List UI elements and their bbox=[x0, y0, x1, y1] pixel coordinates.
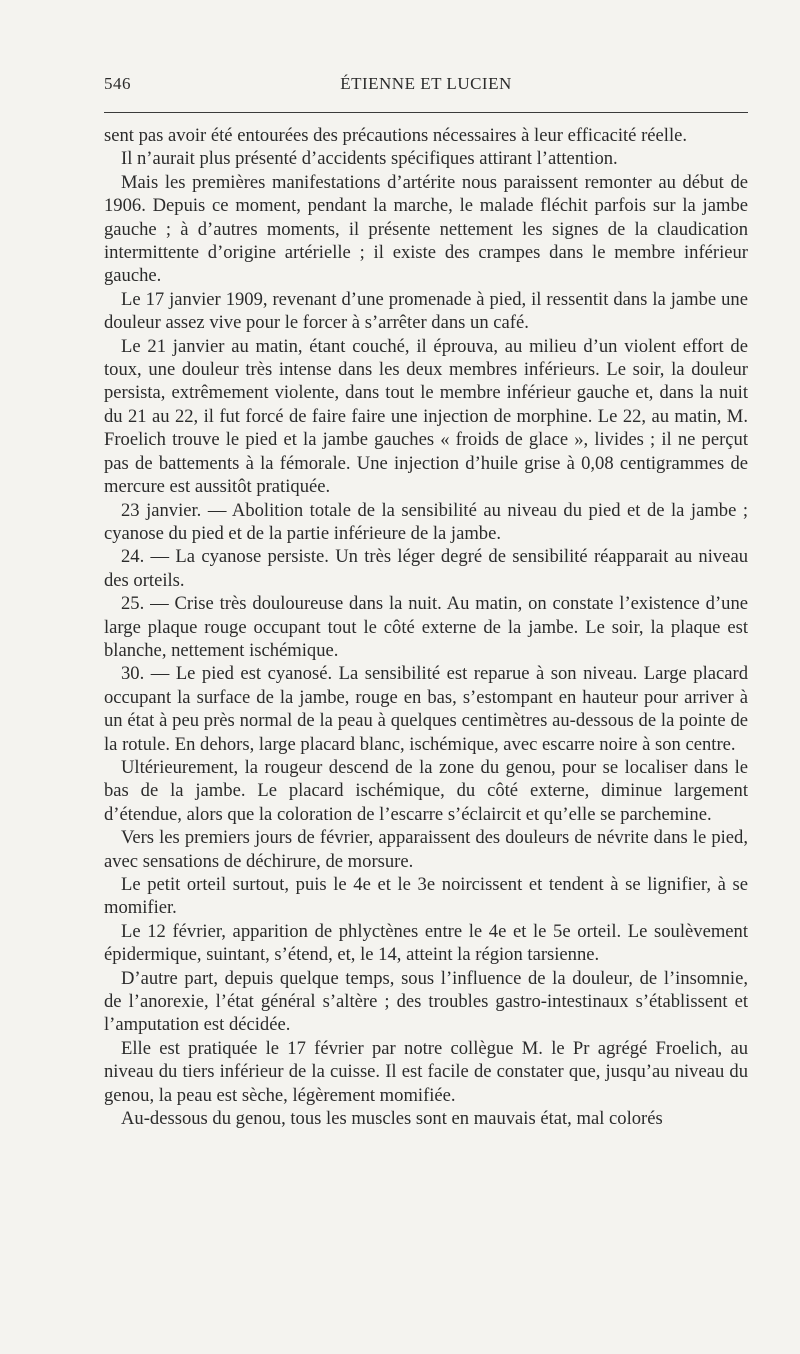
running-head bbox=[104, 74, 748, 98]
paragraph: 24. — La cyanose persiste. Un très léger degré de sensibilité réapparait au niveau des orteils. bbox=[104, 546, 748, 591]
paragraph: 25. — Crise très douloureuse dans la nuit. Au matin, on constate l’existence d’une large plaque rouge occupant tout le côté externe de la jambe. Le soir, la plaque est blanche, nettement ischémique. bbox=[104, 593, 748, 661]
page-number: 546 bbox=[104, 74, 131, 93]
paragraph: Au-dessous du genou, tous les muscles sont en mauvais état, mal colorés bbox=[121, 1108, 663, 1130]
paragraph: Il n’aurait plus présenté d’accidents spécifiques attirant l’attention. bbox=[121, 148, 618, 170]
paragraph: 30. — Le pied est cyanosé. La sensibilité est reparue à son niveau. Large placard occupant la surface de la jambe, rouge en bas, s’estompant en hauteur pour arriver à un état à peu près normal de la peau à quelques centimètres au-dessous de la pointe de la rotule. En dehors, large placard blanc, ischémique, avec escarre noire à son centre. bbox=[104, 663, 748, 755]
paragraph: Elle est pratiquée le 17 février par notre collègue M. le Pr agrégé Froelich, au niveau du tiers inférieur de la cuisse. Il est facile de constater que, jusqu’au niveau du genou, la peau est sèche, légèrement momifiée. bbox=[104, 1037, 748, 1106]
running-title: ÉTIENNE ET LUCIEN bbox=[340, 74, 512, 93]
body-text bbox=[104, 124, 748, 1130]
header-rule bbox=[104, 112, 748, 113]
paragraph: Mais les premières manifestations d’artérite nous paraissent remonter au début de 1906. Depuis ce moment, pendant la marche, le malade fléchit parfois sur la jambe gauche ; à d’autres moments, il présente nettement les signes de la claudication intermittente d’origine artérielle ; il existe des crampes dans le membre inférieur gauche. bbox=[104, 171, 748, 287]
paragraph: sent pas avoir été entourées des précautions nécessaires à leur efficacité réelle. bbox=[104, 125, 688, 146]
paragraph: Le 17 janvier 1909, revenant d’une promenade à pied, il ressentit dans la jambe une douleur assez vive pour le forcer à s’arrêter dans un café. bbox=[104, 288, 748, 334]
paragraph: Le 21 janvier au matin, étant couché, il éprouva, au milieu d’un violent effort de toux, une douleur très intense dans les deux membres inférieurs. Le soir, la douleur persista, extrêmement violente, dans tout le membre inférieur gauche et, dans la nuit du 21 au 22, il fut forcé de faire faire une injection de morphine. Le 22, au matin, M. Froelich trouve le pied et la jambe gauches « froids de glace », livides ; il ne perçut pas de battements à la fémorale. Une injection d’huile grise à 0,08 centigrammes de mercure est aussitôt pratiquée. bbox=[104, 335, 748, 498]
paragraph: Le 12 février, apparition de phlyctènes entre le 4e et le 5e orteil. Le soulèvement épidermique, suintant, s’étend, et, le 14, atteint la région tarsienne. bbox=[104, 920, 748, 966]
paragraph: D’autre part, depuis quelque temps, sous l’influence de la douleur, de l’insomnie, de l’anorexie, l’état général s’altère ; des troubles gastro-intestinaux s’établissent et l’amputation est décidée. bbox=[104, 967, 748, 1036]
paragraph: Le petit orteil surtout, puis le 4e et le 3e noircissent et tendent à se lignifier, à se momifier. bbox=[104, 874, 748, 919]
paragraph: 23 janvier. — Abolition totale de la sensibilité au niveau du pied et de la jambe ; cyanose du pied et de la partie inférieure de la jambe. bbox=[104, 499, 748, 544]
paragraph: Vers les premiers jours de février, apparaissent des douleurs de névrite dans le pied, avec sensations de déchirure, de morsure. bbox=[104, 827, 748, 872]
paragraph: Ultérieurement, la rougeur descend de la zone du genou, pour se localiser dans le bas de la jambe. Le placard ischémique, du côté externe, diminue largement d’étendue, alors que la coloration de l’escarre s’éclaircit et qu’elle se parchemine. bbox=[104, 756, 748, 825]
